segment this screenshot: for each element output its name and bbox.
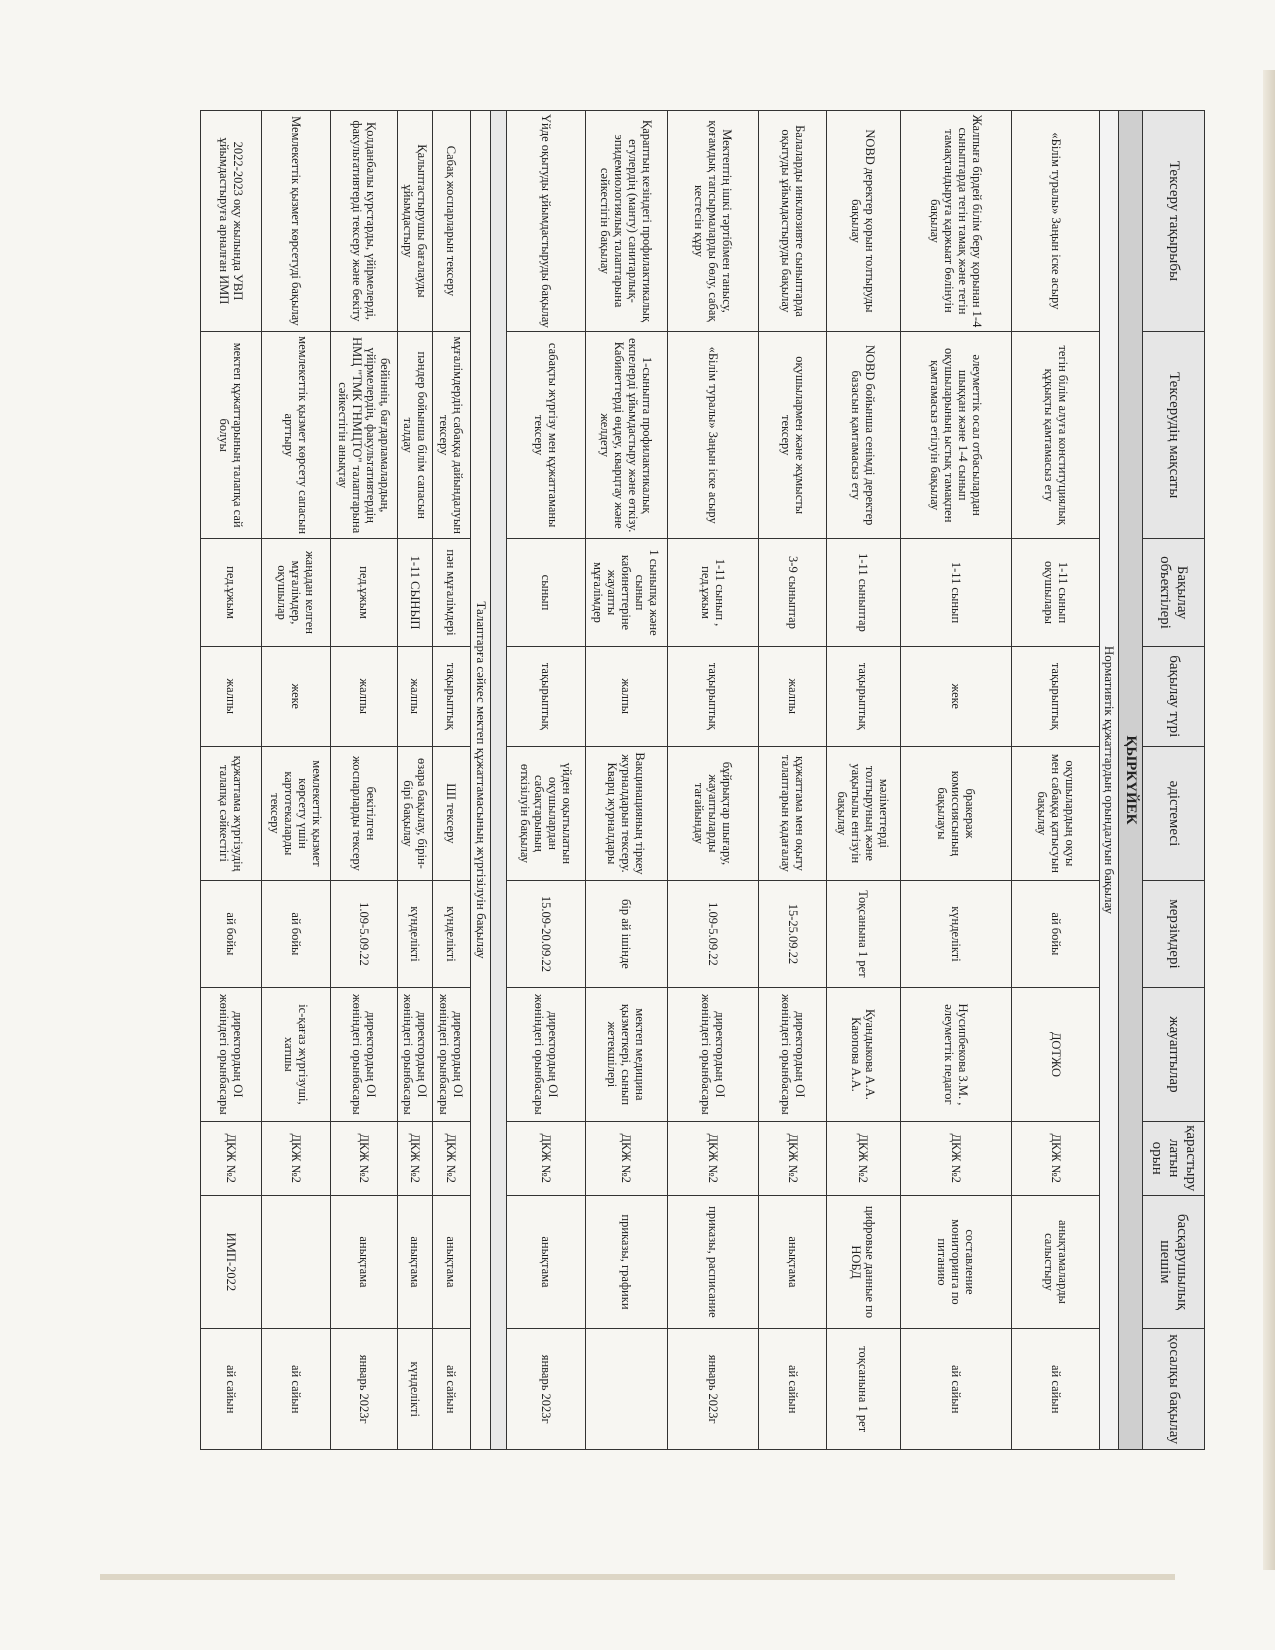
table-cell: директордың ОІ жөніндегі орынбасары <box>331 987 398 1121</box>
column-header: Бақылау объектілері <box>1143 539 1205 646</box>
table-cell: «Білім туралы» Заңын іске асыру <box>1012 111 1099 332</box>
table-cell: мемлекеттік қызмет көрсету үшін картотекаларды тексеру <box>261 746 330 880</box>
table-cell: январь 2023г <box>667 1329 759 1450</box>
table-cell: 1-11 сынып <box>900 539 1012 646</box>
table-cell: жалпы <box>759 646 826 746</box>
table-cell: Қалыптастырушы бағалауды ұйымдастыру <box>398 111 433 332</box>
table-cell: ай сайын <box>759 1329 826 1450</box>
section-title: Талаптарға сәйкес мектеп құжаттамасының жүргізілуін бақылау <box>471 111 491 1450</box>
table-cell: 1-сыныпта профилактикалық екпелерді ұйымдастыру және өткізу. Кабинеттерді өңдеу, кварцтау және желдету <box>585 331 667 539</box>
table-cell: Нусипбекова З.М. , әлеуметтік педагог <box>900 987 1012 1121</box>
column-header: Тексерудің мақсаты <box>1143 331 1205 539</box>
table-cell: Вакцинацияның тіркеу журналдарын тексеру. Кварц журналдары <box>585 746 667 880</box>
table-cell: Жалпыға бірдей білім беру қорынан 1-4 сыныптарда тегін тамақ және тегін тамақтандыруға қаржыат бөлінуін бақылау <box>900 111 1012 332</box>
table-cell: бір ай ішінде <box>585 880 667 987</box>
table-cell: 1.09-5.09.22 <box>667 880 759 987</box>
table-row <box>507 111 585 1450</box>
table-cell: күнделікті <box>900 880 1012 987</box>
table-cell: ДКЖ №2 <box>398 1121 433 1195</box>
table-cell: ДКЖ №2 <box>667 1121 759 1195</box>
table-cell: Сабақ жоспарларын тексеру <box>432 111 470 332</box>
table-cell: директордың ОІ жөніндегі орынбасары <box>667 987 759 1121</box>
table-cell: тақырыптық <box>1012 646 1099 746</box>
table-cell: ДКЖ №2 <box>331 1121 398 1195</box>
table-cell: жалпы <box>201 646 262 746</box>
table-cell: 1-11 сынып оқушылары <box>1012 539 1099 646</box>
table-cell: анықтамаларды салыстыру <box>1012 1195 1099 1329</box>
table-cell: ай бойы <box>201 880 262 987</box>
table-cell: тегін білім алуға конституциялық құқықты қамтамасыз ету <box>1012 331 1099 539</box>
table-cell: ДКЖ №2 <box>507 1121 585 1195</box>
table-cell: 1.09-5.09.22 <box>331 880 398 987</box>
table-cell: күнделікті <box>432 880 470 987</box>
table-cell: Қараптың кезіндегі профилактикалық егулердің (манту) санитарлық-эпидемиологиялық талаптарына сәйкестігін бақылау <box>585 111 667 332</box>
table-row <box>331 111 398 1450</box>
table-cell: тақырыптық <box>826 646 900 746</box>
table-cell: жеке <box>900 646 1012 746</box>
column-header: жауаптылар <box>1143 987 1205 1121</box>
table-cell: анықтама <box>331 1195 398 1329</box>
table-cell: ДКЖ №2 <box>826 1121 900 1195</box>
table-cell: күнделікті <box>398 1329 433 1450</box>
paper-edge-bottom <box>100 1574 1175 1580</box>
table-cell: 15-25.09.22 <box>759 880 826 987</box>
table-cell: ДКЖ №2 <box>261 1121 330 1195</box>
table-cell: 2022-2023 оқу жылында УВП ұйымдастыруға арналған ИМП <box>201 111 262 332</box>
column-header: қосалқы бақылау <box>1143 1329 1205 1450</box>
table-cell: приказы, расписание <box>667 1195 759 1329</box>
table-cell <box>261 1195 330 1329</box>
table-cell <box>585 1329 667 1450</box>
table-cell: ДКЖ №2 <box>1012 1121 1099 1195</box>
table-row <box>398 111 433 1450</box>
table-cell: ИМП-2022 <box>201 1195 262 1329</box>
table-cell: ай сайын <box>900 1329 1012 1450</box>
table-cell: ай сайын <box>261 1329 330 1450</box>
table-row <box>1012 111 1099 1450</box>
table-row <box>585 111 667 1450</box>
table-cell: январь 2023г <box>507 1329 585 1450</box>
table-cell: Мектептің ішкі тәртібімен танысу, қоғамдық тапсырмаларды бөлу, сабақ кестесін құру <box>667 111 759 332</box>
table-cell: 15.09-20.09.22 <box>507 880 585 987</box>
table-cell: 1 сыныпқа және сынып кабинеттеріне жауапты мұғалімдер <box>585 539 667 646</box>
table-cell: тақырыптық <box>432 646 470 746</box>
table-cell: ДКЖ №2 <box>585 1121 667 1195</box>
table-cell: жалпы <box>331 646 398 746</box>
table-cell: анықтама <box>432 1195 470 1329</box>
table-cell: Мемлекеттік қызмет көрсетуді бақылау <box>261 111 330 332</box>
table-cell: директордың ОІ жөніндегі орынбасары <box>201 987 262 1121</box>
table-cell: құжаттама мен оқыту талаптарын қадағалау <box>759 746 826 880</box>
table-cell: директордың ОІ жөніндегі орынбасары <box>507 987 585 1121</box>
table-cell: оқушылармен және жұмысты тексеру <box>759 331 826 539</box>
table-cell: әлеуметтік осал отбасылардан шыққан және 1-4 сынып оқушыларының ыстық тамақпен қамтамасыз етілуін бақылау <box>900 331 1012 539</box>
table-cell: бұйрықтар шығару, жауаптыларды тағайындау <box>667 746 759 880</box>
table-cell: Қолданбалы курстарды, үйірмелерді, факультативтерді тексеру және бекіту <box>331 111 398 332</box>
table-cell: сынып <box>507 539 585 646</box>
table-cell: Үйде оқытуды ұйымдастыруды бақылау <box>507 111 585 332</box>
table-cell: директордың ОІ жөніндегі орынбасары <box>759 987 826 1121</box>
table-cell: ай сайын <box>432 1329 470 1450</box>
column-header: мерзімдері <box>1143 880 1205 987</box>
control-plan-table <box>200 110 1205 1450</box>
table-cell: мектеп құжаттарының талапқа сай болуы <box>201 331 262 539</box>
table-cell: жалпы <box>585 646 667 746</box>
table-row <box>667 111 759 1450</box>
table-cell: анықтама <box>759 1195 826 1329</box>
table-cell: ДКЖ №2 <box>759 1121 826 1195</box>
table-cell: анықтама <box>398 1195 433 1329</box>
table-cell: пән мұғалімдері <box>432 539 470 646</box>
table-cell: өзара бақылау, бірін-бірі бақылау <box>398 746 433 880</box>
table-cell: мемлекеттік қызмет көрсету сапасын арттыру <box>261 331 330 539</box>
table-cell: 3-9 сыныптар <box>759 539 826 646</box>
table-row <box>900 111 1012 1450</box>
table-cell: бейіннің, бағдарламалардың, үйірмелердің, факультативтердің НМЦ "ТМК ГНМЦТО" талаптарына сәйкестігін анықтау <box>331 331 398 539</box>
table-cell: ДКЖ №2 <box>900 1121 1012 1195</box>
table-cell: жеке <box>261 646 330 746</box>
table-cell: ДОТЖО <box>1012 987 1099 1121</box>
table-cell: цифровые данные по НОБД <box>826 1195 900 1329</box>
column-header: бақылау түрі <box>1143 646 1205 746</box>
table-cell: мектеп медицина қызметкері, сынып жетекшілері <box>585 987 667 1121</box>
table-cell: NOBD бойынша сенімді деректер базасын қамтамасыз ету <box>826 331 900 539</box>
table-cell: құжаттама жүргізудің талапқа сәйкестігі <box>201 746 262 880</box>
paper-edge <box>1263 70 1275 1570</box>
section-title: Нормативтік құжаттардың орындалуын бақылау <box>1099 111 1119 1450</box>
table-cell: январь 2023г <box>331 1329 398 1450</box>
table-cell: сабақты жүргізу мен құжаттаманы тексеру <box>507 331 585 539</box>
header-row <box>1143 111 1205 1450</box>
table-cell: жаңадан келген мұғалімдер, оқушылар <box>261 539 330 646</box>
table-cell: директордың ОІ жөніндегі орынбасары <box>432 987 470 1121</box>
table-cell: 1-11 СЫНЫП <box>398 539 433 646</box>
table-cell: анықтама <box>507 1195 585 1329</box>
table-cell: бракераж комиссиясының бақылауы <box>900 746 1012 880</box>
table-row <box>432 111 470 1450</box>
column-header: басқарушылық шешім <box>1143 1195 1205 1329</box>
table-cell: тақырыптық <box>667 646 759 746</box>
table-cell: мәліметтерді толтыруның және уақытылы енгізуін бақылау <box>826 746 900 880</box>
table-cell: ай сайын <box>201 1329 262 1450</box>
month-band: ҚЫРКҮЙЕК <box>1119 111 1143 1450</box>
table-cell: «Білім туралы» Заңын іске асыру <box>667 331 759 539</box>
table-cell: Куандыкова А.А. Каюпова А.А. <box>826 987 900 1121</box>
table-cell: ай бойы <box>1012 880 1099 987</box>
table-cell: ДКЖ №2 <box>201 1121 262 1195</box>
table-cell: ШІ тексеру <box>432 746 470 880</box>
table-cell: бекітілген жоспарларды тексеру <box>331 746 398 880</box>
table-cell: жалпы <box>398 646 433 746</box>
table-cell: приказы, графики <box>585 1195 667 1329</box>
table-cell: 1-11 сыныптар <box>826 539 900 646</box>
table-cell: директордың ОІ жөніндегі орынбасары <box>398 987 433 1121</box>
table-cell: NOBD деректер қорын толтыруды бақылау <box>826 111 900 332</box>
table-row <box>261 111 330 1450</box>
table-cell: составление мониторинга по питанию <box>900 1195 1012 1329</box>
table-cell: Тоқсанына 1 рет <box>826 880 900 987</box>
table-cell: ай бойы <box>261 880 330 987</box>
spacer-cell <box>490 111 507 1450</box>
table-row <box>759 111 826 1450</box>
spacer-row <box>490 111 507 1450</box>
table-cell: оқушылардың оқуы мен сабаққа қатысуын бақылау <box>1012 746 1099 880</box>
column-header: қарастыру латын орын <box>1143 1121 1205 1195</box>
table-cell: пәндер бойынша білім сапасын талдау <box>398 331 433 539</box>
table-cell: пед.ұжым <box>201 539 262 646</box>
rotated-table-container <box>200 110 1205 1450</box>
table-cell: тақырыптық <box>507 646 585 746</box>
table-row <box>201 111 262 1450</box>
table-cell: тоқсанына 1 рет <box>826 1329 900 1450</box>
table-cell: күнделікті <box>398 880 433 987</box>
table-cell: ай сайын <box>1012 1329 1099 1450</box>
table-cell: пед.ұжым <box>331 539 398 646</box>
table-cell: іс-қағаз жүргізуші, хатшы <box>261 987 330 1121</box>
table-row <box>826 111 900 1450</box>
column-header: Тексеру тақырыбы <box>1143 111 1205 332</box>
table-cell: мұғалімдердің сабаққа дайындалуын тексеру <box>432 331 470 539</box>
table-cell: ДКЖ №2 <box>432 1121 470 1195</box>
table-cell: Балаларды инклюзивте сыныптарда оқытуды ұйымдастыруды бақылау <box>759 111 826 332</box>
table-cell: үйден оқытылатын оқушылардан сабақтарының өткізілуін бақылау <box>507 746 585 880</box>
column-header: әдістемесі <box>1143 746 1205 880</box>
table-cell: 1-11 сынып , пед.ұжым <box>667 539 759 646</box>
